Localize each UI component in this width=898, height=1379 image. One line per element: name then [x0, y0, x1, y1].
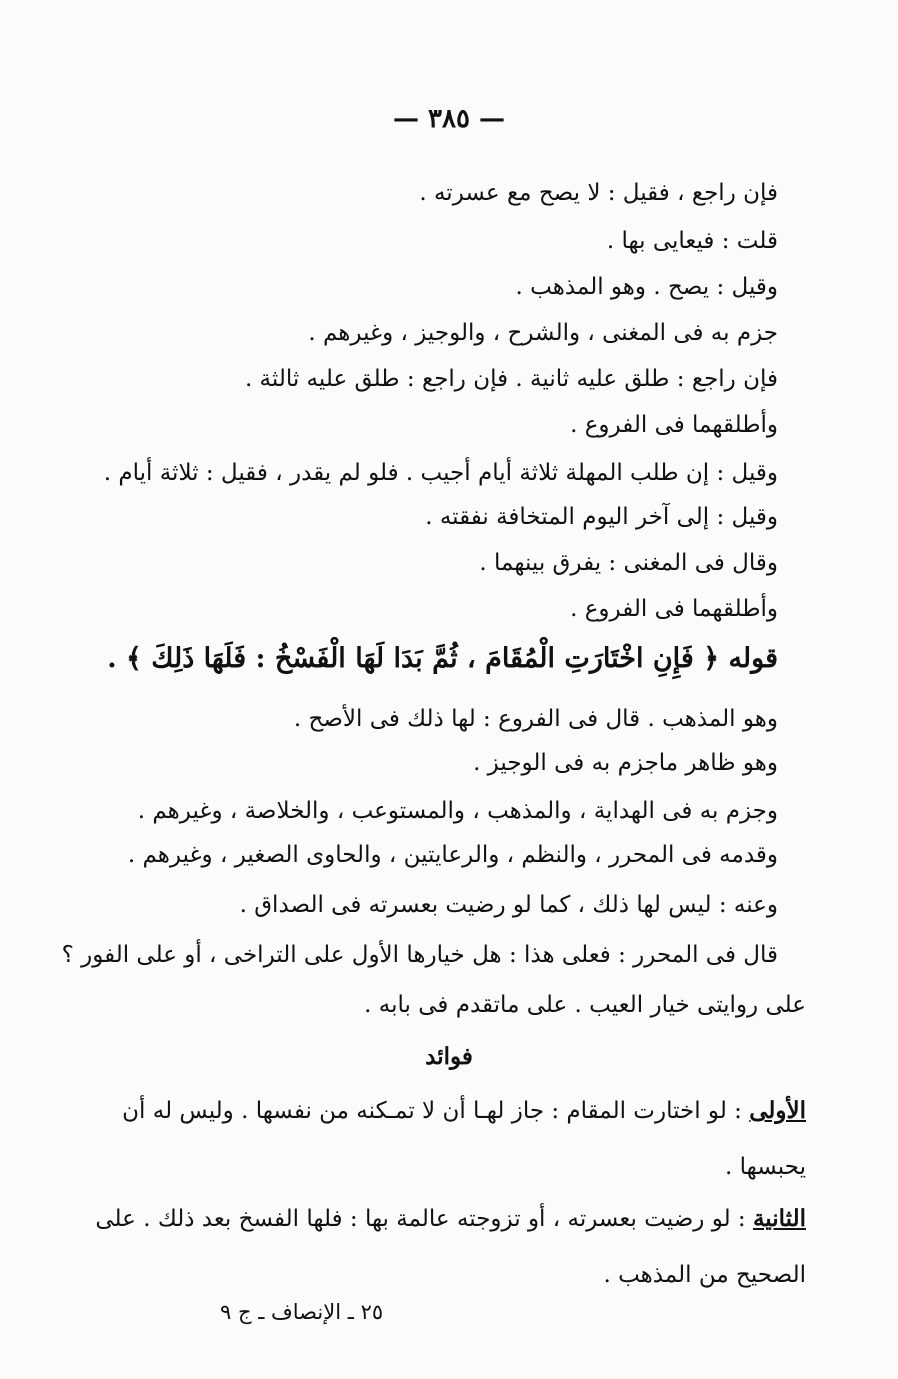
text-line: يحبسها . [725, 1154, 806, 1180]
text-line: وقيل : إن طلب المهلة ثلاثة أيام أجيب . فلو لم يقدر ، فقيل : ثلاثة أيام . [103, 460, 778, 486]
text-line: وقدمه فى المحرر ، والنظم ، والرعايتين ، والحاوى الصغير ، وغيرهم . [127, 842, 778, 868]
text-line: قلت : فيعايى بها . [606, 228, 778, 254]
text-line: وقال فى المغنى : يفرق بينهما . [479, 550, 778, 576]
section-title: فوائد [425, 1043, 473, 1070]
text-line: الصحيح من المذهب . [603, 1262, 806, 1288]
fawaid-item-1 [122, 1096, 806, 1126]
text-line: وعنه : ليس لها ذلك ، كما لو رضيت بعسرته فى الصداق . [239, 892, 778, 918]
text-line: وأطلقهما فى الفروع . [570, 596, 778, 622]
fawaid-lead: الأولى [749, 1097, 806, 1124]
text-line: فإن راجع : طلق عليه ثانية . فإن راجع : طلق عليه ثالثة . [244, 366, 778, 392]
page-number: — ٣٨٥ — [392, 104, 506, 134]
text-line: جزم به فى المغنى ، والشرح ، والوجيز ، وغيرهم . [308, 320, 778, 346]
text-line: على روايتى خيار العيب . على ماتقدم فى بابه . [364, 992, 806, 1018]
fawaid-text: : لو رضيت بعسرته ، أو تزوجته عالمة بها : فلها الفسخ بعد ذلك . على [95, 1206, 753, 1232]
text-line: فإن راجع ، فقيل : لا يصح مع عسرته . [419, 180, 778, 206]
text-line: وهو المذهب . قال فى الفروع : لها ذلك فى الأصح . [293, 706, 778, 732]
text-line: وهو ظاهر ماجزم به فى الوجيز . [473, 750, 778, 776]
fawaid-item-2 [95, 1204, 806, 1234]
signature-footer: ٢٥ ـ الإنصاف ـ ج ٩ [220, 1300, 384, 1324]
fawaid-text: : لو اختارت المقام : جاز لهـا أن لا تمـكنه من نفسها . وليس له أن [122, 1098, 750, 1124]
text-line: قال فى المحرر : فعلى هذا : هل خيارها الأول على التراخى ، أو على الفور ؟ [61, 942, 778, 968]
text-line: وجزم به فى الهداية ، والمذهب ، والمستوعب ، والخلاصة ، وغيرهم . [137, 798, 778, 824]
quoted-heading: قوله ﴿ فَإِنِ اخْتَارَتِ الْمُقَامَ ، ثُمَّ بَدَا لَهَا الْفَسْخُ : فَلَهَا ذَلِكَ ﴾ . [107, 643, 778, 674]
text-line: وقيل : إلى آخر اليوم المتخافة نفقته . [425, 504, 778, 530]
text-line: وقيل : يصح . وهو المذهب . [515, 274, 778, 300]
fawaid-lead: الثانية [752, 1205, 806, 1232]
text-line: وأطلقهما فى الفروع . [570, 412, 778, 438]
